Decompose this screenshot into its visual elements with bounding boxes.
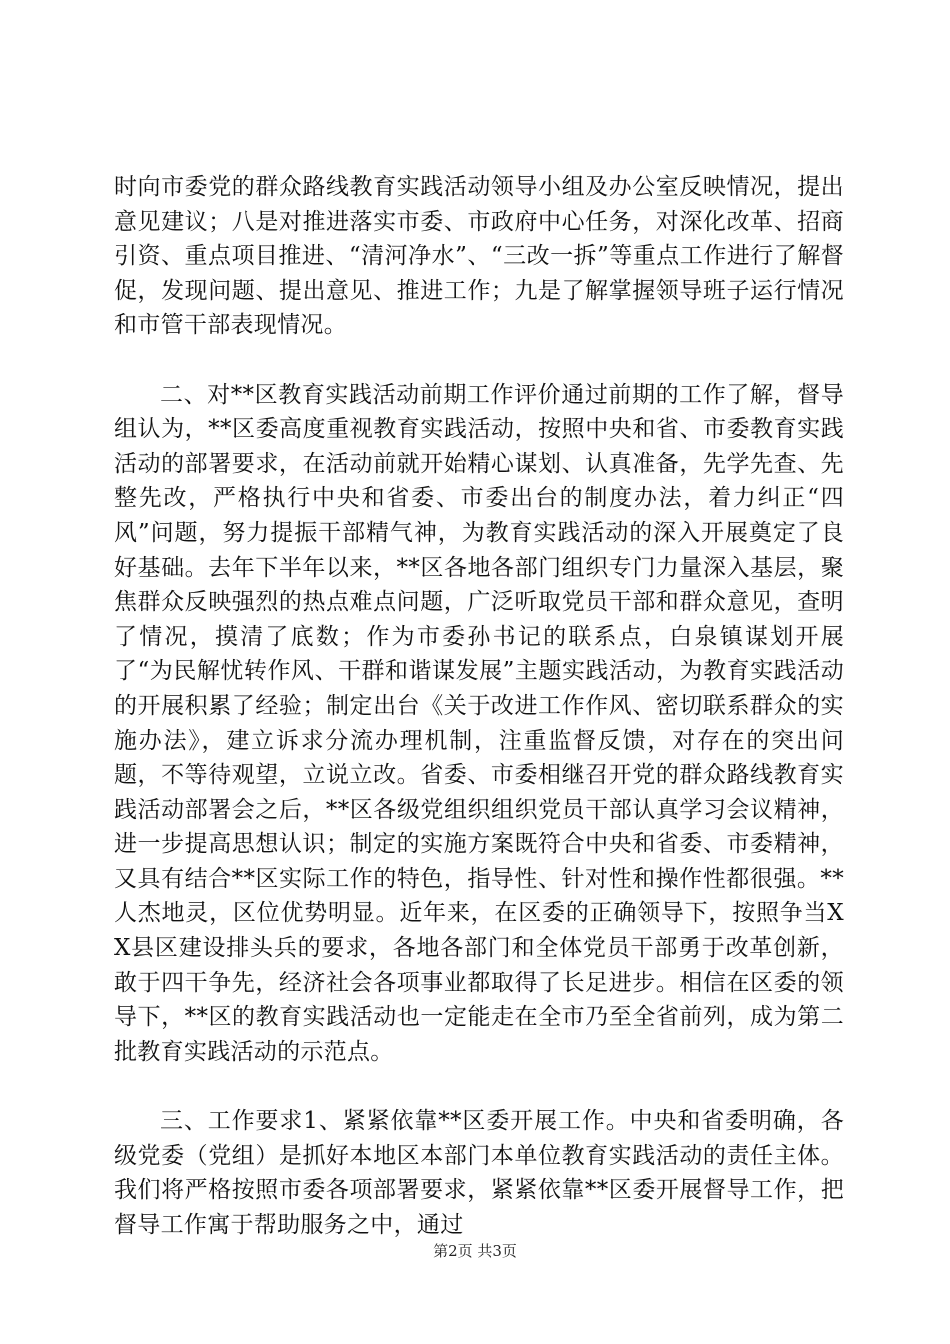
paragraph-section-two: 二、对**区教育实践活动前期工作评价通过前期的工作了解，督导组认为，**区委高度重视教育实践活动，按照中央和省、市委教育实践活动的部署要求，在活动前就开始精心谋划、认真准备，先学先查、先整先改，严格执行中央和省委、市委出台的制度办法，着力纠正“四风”问题，努力提振干部精气神，为教育实践活动的深入开展奠定了良好基础。去年下半年以来，**区各地各部门组织专门力量深入基层，聚焦群众反映强烈的热点难点问题，广泛听取党员干部和群众意见，查明了情况，摸清了底数；作为市委孙书记的联系点，白泉镇谋划开展了“为民解忧转作风、干群和谐谋发展”主题实践活动，为教育实践活动的开展积累了经验；制定出台《关于改进工作作风、密切联系群众的实施办法》，建立诉求分流办理机制，注重监督反馈，对存在的突出问题，不等待观望，立说立改。省委、市委相继召开党的群众路线教育实践活动部署会之后，**区各级党组织组织党员干部认真学习会议精神，进一步提高思想认识；制定的实施方案既符合中央和省委、市委精神，又具有结合**区实际工作的特色，指导性、针对性和操作性都很强。**人杰地灵，区位优势明显。近年来，在区委的正确领导下，按照争当XX县区建设排头兵的要求，各地各部门和全体党员干部勇于改革创新，敢于四干争先，经济社会各项事业都取得了长足进步。相信在区委的领导下，**区的教育实践活动也一定能走在全市乃至全省前列，成为第二批教育实践活动的示范点。 — [114, 381, 844, 1065]
paragraph-continuation: 时向市委党的群众路线教育实践活动领导小组及办公室反映情况，提出意见建议；八是对推进落实市委、市政府中心任务，对深化改革、招商引资、重点项目推进、“清河净水”、“三改一拆”等重点工作进行了解督促，发现问题、提出意见、推进工作；九是了解掌握领导班子运行情况和市管干部表现情况。 — [114, 174, 844, 339]
paragraph-gap — [114, 1069, 844, 1104]
paragraph-gap — [114, 343, 844, 378]
page-number-footer: 第2页 共3页 — [433, 1242, 517, 1260]
document-body — [114, 170, 844, 1242]
paragraph-section-three: 三、工作要求1、紧紧依靠**区委开展工作。中央和省委明确，各级党委（党组）是抓好本地区本部门本单位教育实践活动的责任主体。我们将严格按照市委各项部署要求，紧紧依靠**区委开展督导工作，把督导工作寓于帮助服务之中，通过 — [114, 1108, 844, 1238]
